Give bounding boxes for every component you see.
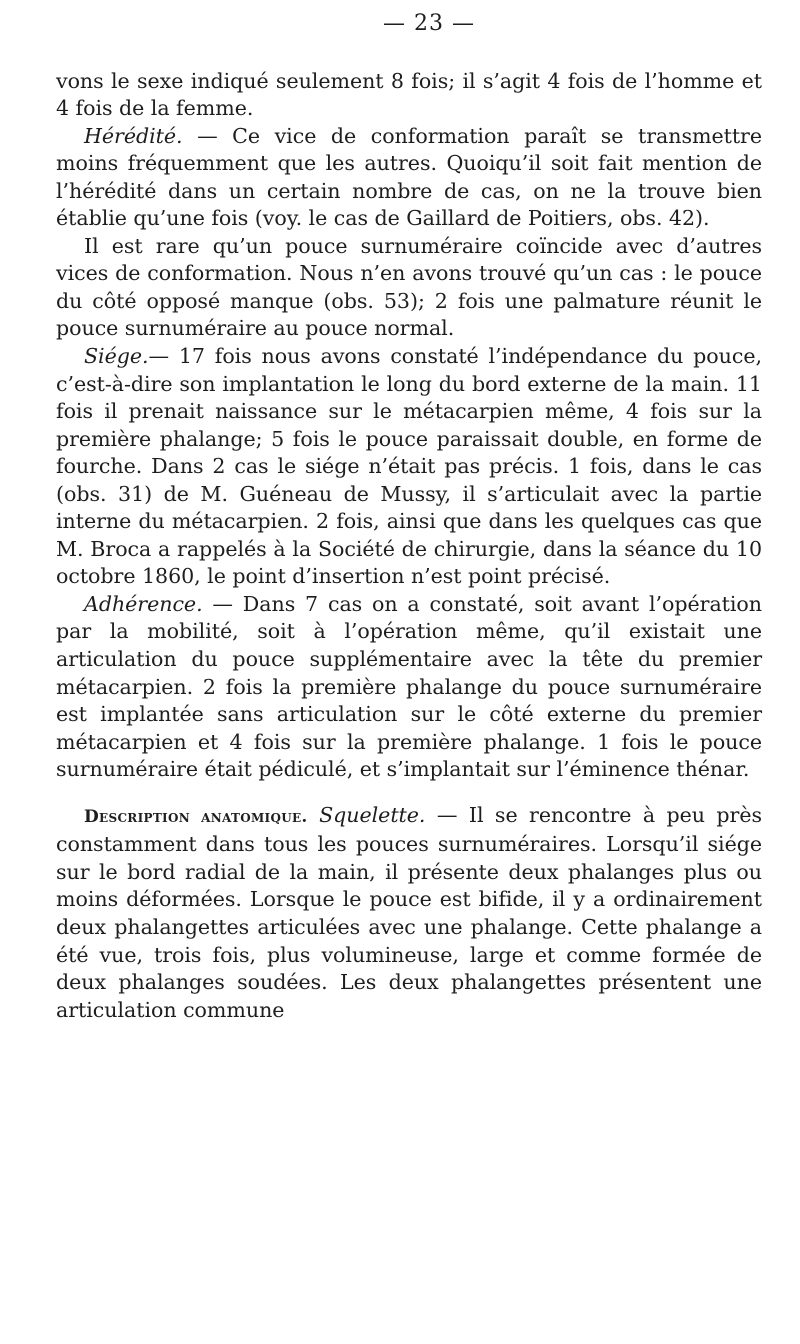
heading-siege: Siége.: [84, 344, 149, 369]
heading-description: Description anatomique.: [84, 806, 308, 827]
paragraph-intro-text: vons le sexe indiqué seulement 8 fois; il s’agit 4 fois de l’homme et 4 fois de la femme.: [56, 68, 762, 121]
page-number: — 23 —: [383, 11, 475, 36]
paragraph-vices-text: Il est rare qu’un pouce surnuméraire coïncide avec d’autres vices de conformation. Nous n’en avons trouvé qu’un cas : le pouce du côté opposé manque (obs. 53); 2 fois une palmature réunit le pouce surnuméraire au pouce normal.: [56, 233, 762, 341]
paragraph-vices: [56, 233, 762, 343]
subheading-squelette: Squelette.: [319, 802, 426, 827]
paragraph-adherence-text: — Dans 7 cas on a constaté, soit avant l’opération par la mobilité, soit à l’opération même, qu’il existait une articulation du pouce supplémentaire avec la tête du premier métacarpien. 2 fois la première phalange du pouce surnuméraire est implantée sans articulation sur le côté externe du premier métacarpien et 4 fois sur la première phalange. 1 fois le pouce surnuméraire était pédiculé, et s’implantait sur l’éminence thénar.: [56, 591, 762, 782]
paragraph-intro: [56, 68, 762, 123]
paragraph-adherence: [56, 591, 762, 784]
paragraph-heredite-text: — Ce vice de conformation paraît se transmettre moins fréquemment que les autres. Quoiqu’il soit fait mention de l’hérédité dans un certain nombre de cas, on ne la trouve bien établie qu’une fois (voy. le cas de Gaillard de Poitiers, obs. 42).: [56, 123, 762, 231]
paragraph-description-text: — Il se rencontre à peu près constamment dans tous les pouces surnuméraires. Lorsqu’il siége sur le bord radial de la main, il présente deux phalanges plus ou moins déformées. Lorsque le pouce est bifide, il y a ordinairement deux phalangettes articulées avec une phalange. Cette phalange a été vue, trois fois, plus volumineuse, large et comme formée de deux phalanges soudées. Les deux phalangettes présentent une articulation commune: [56, 802, 763, 1022]
heading-adherence: Adhérence.: [84, 591, 203, 616]
paragraph-siege: [56, 343, 762, 591]
paragraph-heredite: [56, 123, 762, 233]
heading-heredite: Hérédité.: [84, 123, 183, 148]
paragraph-description: [56, 802, 762, 1024]
paragraph-siege-text: — 17 fois nous avons constaté l’indépendance du pouce, c’est-à-dire son implantation le long du bord externe de la main. 11 fois il prenait naissance sur le métacarpien même, 4 fois sur la première phalange; 5 fois le pouce paraissait double, en forme de fourche. Dans 2 cas le siége n’était pas précis. 1 fois, dans le cas (obs. 31) de M. Guéneau de Mussy, il s’articulait avec la partie interne du métacarpien. 2 fois, ainsi que dans les quelques cas que M. Broca a rappelés à la Société de chirurgie, dans la séance du 10 octobre 1860, le point d’insertion n’est point précisé.: [56, 344, 762, 589]
